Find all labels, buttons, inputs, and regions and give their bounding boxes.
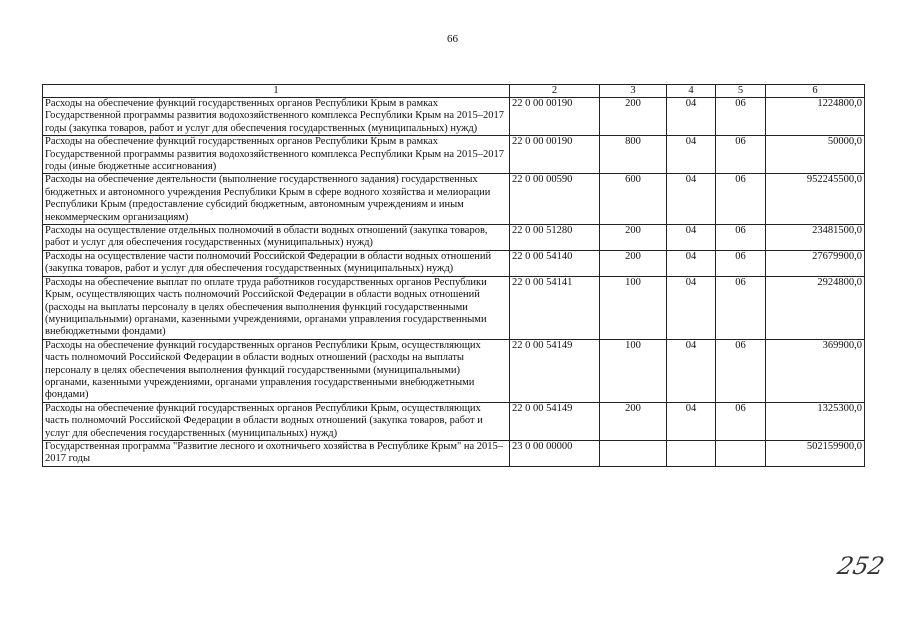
expense-type-code: 800 [600,136,667,174]
table-row [43,136,865,174]
subsection-code: 06 [716,339,766,402]
section-code: 04 [667,225,716,251]
column-header: 6 [766,85,865,98]
amount: 952245500,0 [766,174,865,225]
subsection-code: 06 [716,225,766,251]
subsection-code: 06 [716,98,766,136]
table-row [43,174,865,225]
table-row [43,250,865,276]
amount: 2924800,0 [766,276,865,339]
amount: 50000,0 [766,136,865,174]
target-article-code: 22 0 00 54149 [510,402,600,440]
table-row [43,225,865,251]
amount: 27679900,0 [766,250,865,276]
target-article-code: 23 0 00 00000 [510,440,600,466]
expense-description: Государственная программа "Развитие лесного и охотничьего хозяйства в Республике Крым" на 2015–2017 годы [43,440,510,466]
table-row [43,440,865,466]
expense-type-code: 200 [600,402,667,440]
column-header: 2 [510,85,600,98]
subsection-code: 06 [716,174,766,225]
expense-type-code: 200 [600,225,667,251]
budget-table [42,84,865,467]
subsection-code: 06 [716,136,766,174]
target-article-code: 22 0 00 54141 [510,276,600,339]
subsection-code: 06 [716,402,766,440]
target-article-code: 22 0 00 00590 [510,174,600,225]
target-article-code: 22 0 00 51280 [510,225,600,251]
table-header-row [43,85,865,98]
expense-description: Расходы на осуществление части полномочий Российской Федерации в области водных отношений (закупка товаров, работ и услуг для обеспечения государственных (муниципальных) нужд) [43,250,510,276]
section-code: 04 [667,98,716,136]
section-code [667,440,716,466]
section-code: 04 [667,250,716,276]
subsection-code: 06 [716,276,766,339]
section-code: 04 [667,402,716,440]
target-article-code: 22 0 00 54140 [510,250,600,276]
amount: 23481500,0 [766,225,865,251]
amount: 1224800,0 [766,98,865,136]
expense-description: Расходы на обеспечение функций государственных органов Республики Крым, осуществляющих часть полномочий Российской Федерации в области водных отношений (расходы на выплаты персоналу в целях обеспечения выполнения функций государственными (муниципальными) органами, казенными учреждениями, органами управления государственными внебюджетными фондами) [43,339,510,402]
expense-type-code: 200 [600,98,667,136]
target-article-code: 22 0 00 54149 [510,339,600,402]
expense-type-code: 600 [600,174,667,225]
section-code: 04 [667,276,716,339]
expense-description: Расходы на обеспечение функций государственных органов Республики Крым в рамках Государственной программы развития водохозяйственного комплекса Республики Крым на 2015–2017 годы (закупка товаров, работ и услуг для обеспечения государственных (муниципальных) нужд) [43,98,510,136]
table-row [43,276,865,339]
amount: 1325300,0 [766,402,865,440]
expense-type-code: 200 [600,250,667,276]
table-row [43,98,865,136]
column-header: 4 [667,85,716,98]
target-article-code: 22 0 00 00190 [510,136,600,174]
section-code: 04 [667,136,716,174]
column-header: 5 [716,85,766,98]
expense-description: Расходы на обеспечение выплат по оплате труда работников государственных органов Республики Крым, осуществляющих часть полномочий Российской Федерации в области водных отношений (расходы на выплаты персоналу в целях обеспечения выполнения функций государственными (муниципальными) органами, казенными учреждениями, органами управления государственными внебюджетными фондами) [43,276,510,339]
subsection-code [716,440,766,466]
amount: 369900,0 [766,339,865,402]
expense-description: Расходы на осуществление отдельных полномочий в области водных отношений (закупка товаров, работ и услуг для обеспечения государственных (муниципальных) нужд) [43,225,510,251]
table-row [43,402,865,440]
subsection-code: 06 [716,250,766,276]
expense-description: Расходы на обеспечение функций государственных органов Республики Крым в рамках Государственной программы развития водохозяйственного комплекса Республики Крым на 2015–2017 годы (иные бюджетные ассигнования) [43,136,510,174]
column-header: 3 [600,85,667,98]
table-row [43,339,865,402]
amount: 502159900,0 [766,440,865,466]
section-code: 04 [667,339,716,402]
expense-type-code [600,440,667,466]
handwritten-page-number: 252 [835,552,887,580]
expense-type-code: 100 [600,276,667,339]
expense-description: Расходы на обеспечение функций государственных органов Республики Крым, осуществляющих часть полномочий Российской Федерации в области водных отношений (закупка товаров, работ и услуг для обеспечения государственных (муниципальных) нужд) [43,402,510,440]
column-header: 1 [43,85,510,98]
page-number: 66 [447,33,458,45]
expense-description: Расходы на обеспечение деятельности (выполнение государственного задания) государственных бюджетных и автономного учреждения Республики Крым в сфере водного хозяйства и мелиорации Республики Крым (предоставление субсидий бюджетным, автономным учреждениям и иным некоммерческим организациям) [43,174,510,225]
section-code: 04 [667,174,716,225]
expense-type-code: 100 [600,339,667,402]
target-article-code: 22 0 00 00190 [510,98,600,136]
